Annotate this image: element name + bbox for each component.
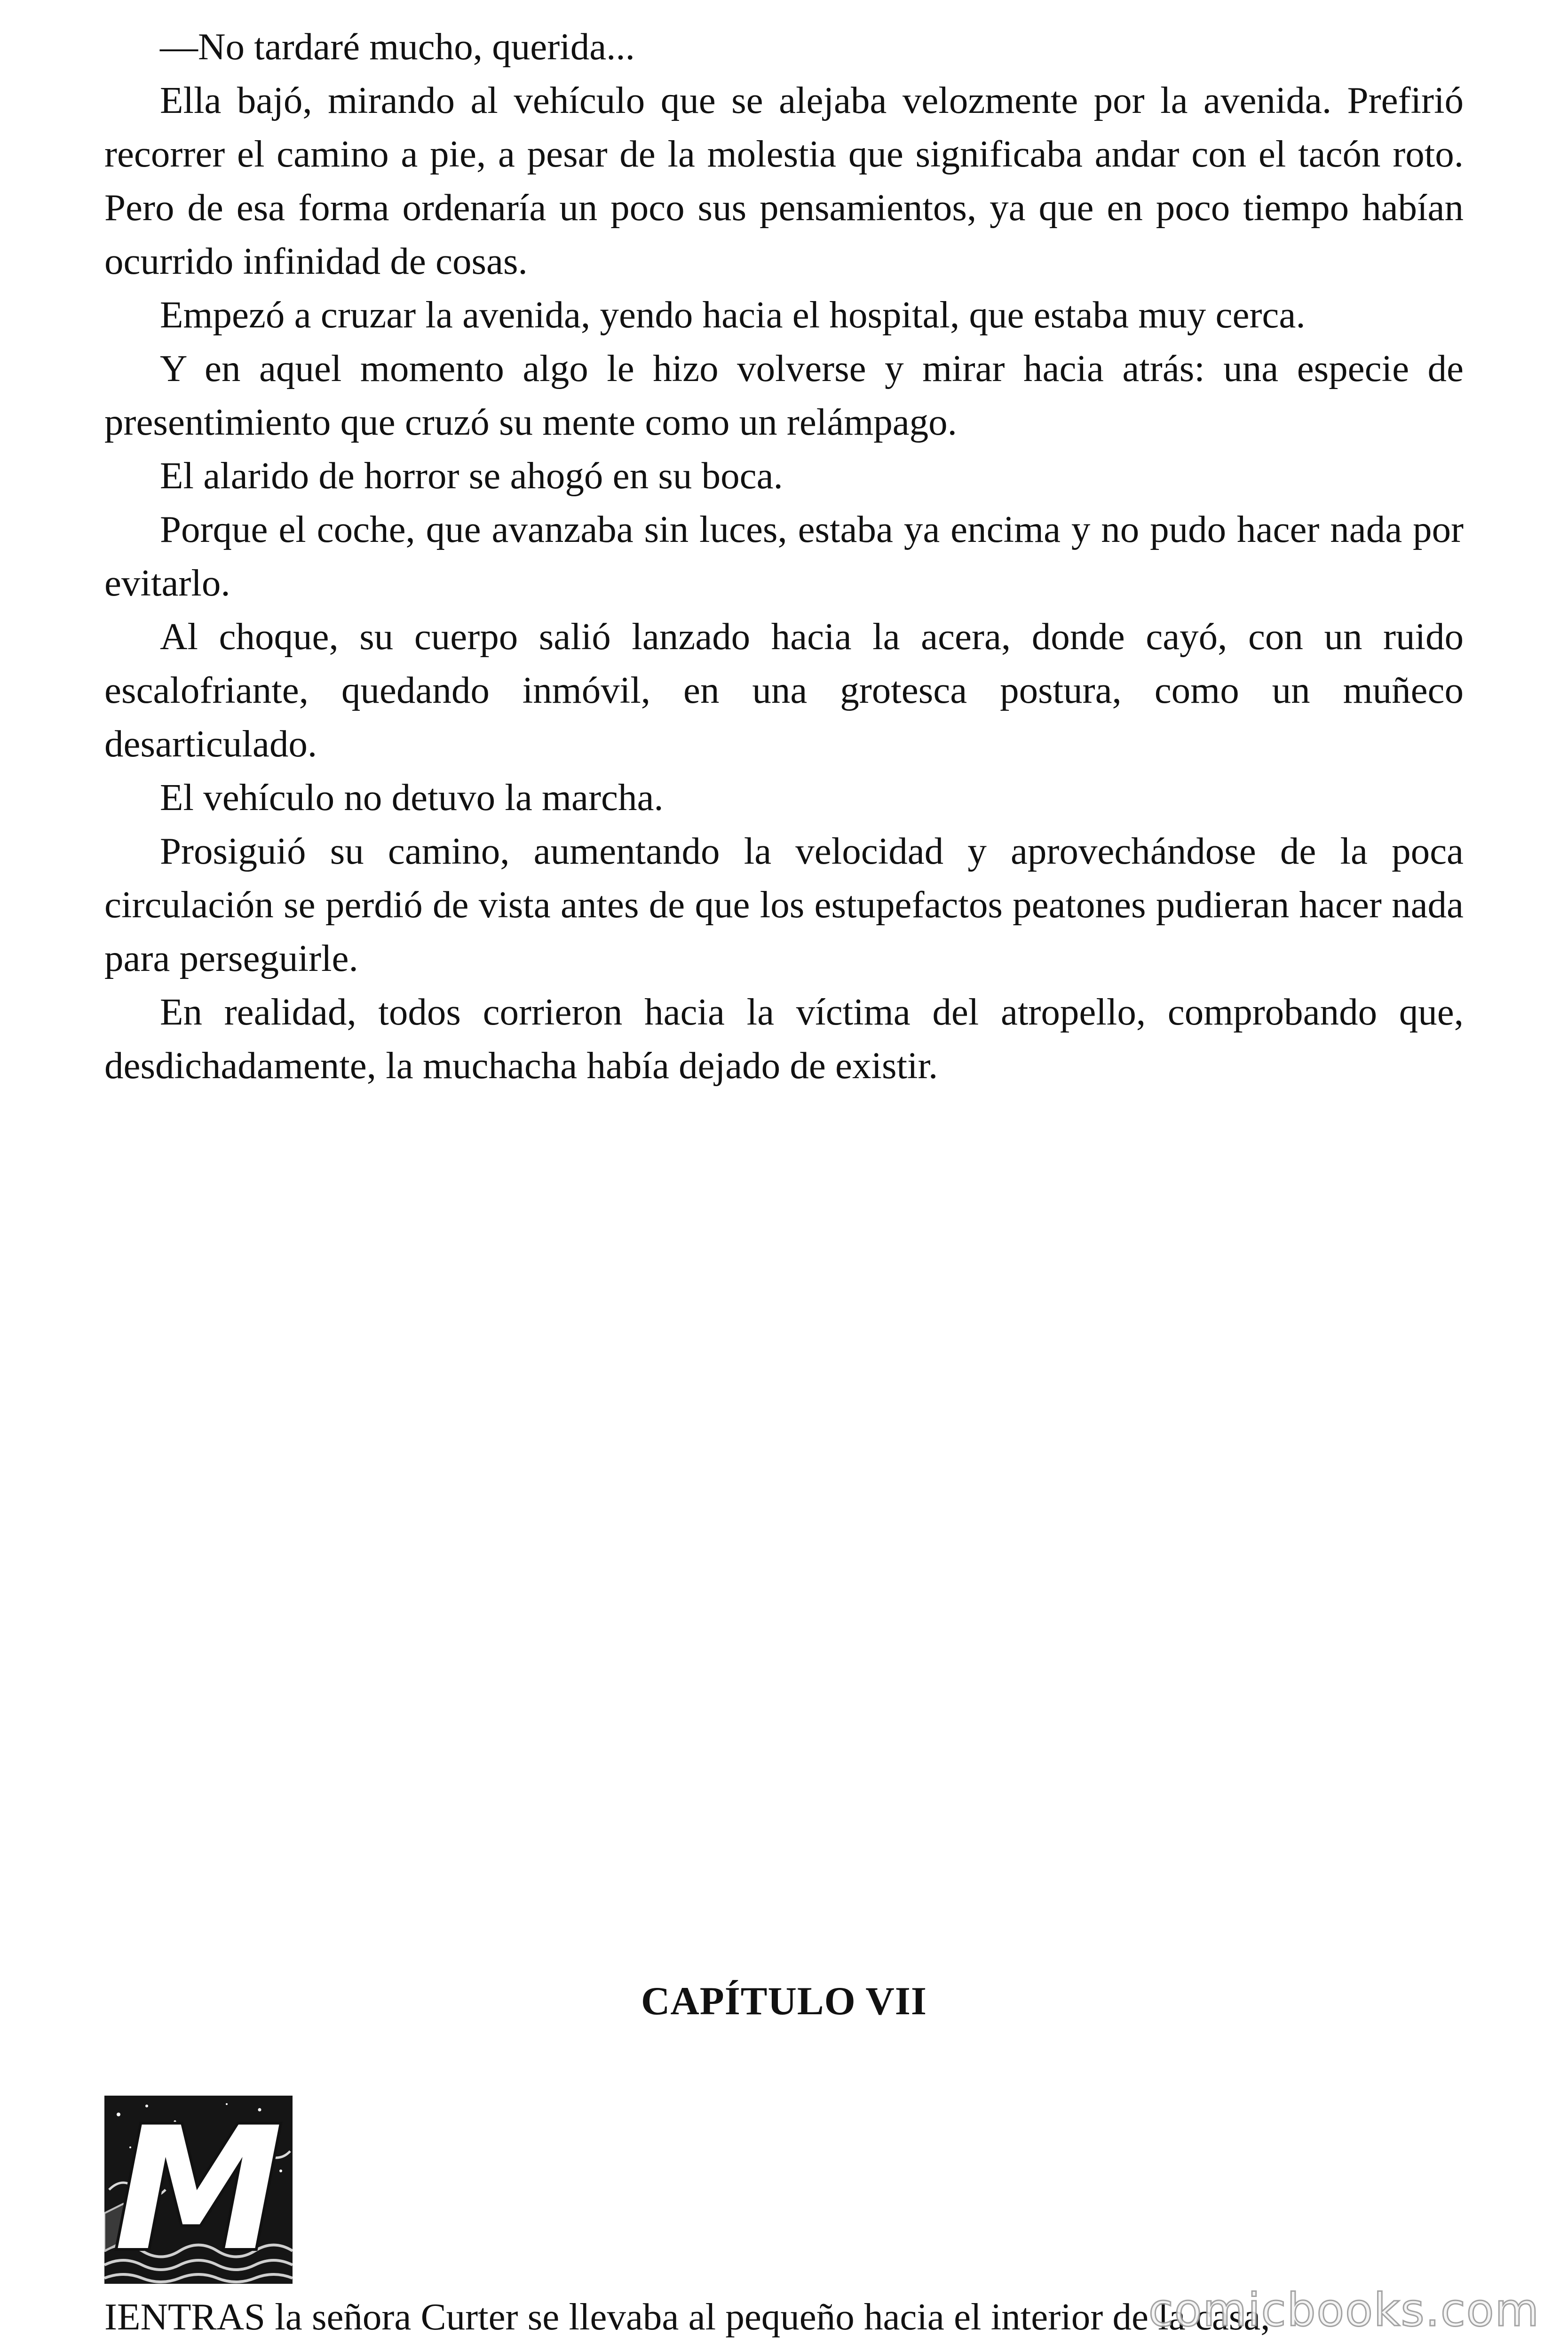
paragraph: —No tardaré mucho, querida... — [160, 25, 635, 68]
paragraph: Empezó a cruzar la avenida, yendo hacia el hospital, que estaba muy cerca. — [160, 294, 1306, 336]
chapter-title: CAPÍTULO VII — [641, 1979, 927, 2023]
paragraph: Prosiguió su camino, aumentando la velocidad y aprovechándose de la poca circulación se perdió de vista antes de que los estupefactos peatones pudieran hacer nada para perseguirle. — [104, 830, 1464, 979]
paragraph: Al choque, su cuerpo salió lanzado hacia la acera, donde cayó, con un ruido escalofriante, quedando inmóvil, en una grotesca postura, como un muñeco desarticulado. — [104, 615, 1464, 765]
paragraph: El alarido de horror se ahogó en su boca. — [160, 454, 783, 497]
paragraph: En realidad, todos corrieron hacia la víctima del atropello, comprobando que, desdichadamente, la muchacha había dejado de existir. — [104, 991, 1464, 1087]
chapter-first-line: IENTRAS la señora Curter se llevaba al pequeño hacia el interior de la casa, — [104, 2296, 1270, 2338]
drop-cap-letter: M — [114, 2096, 283, 2284]
watermark: comicbooks.com — [1148, 2284, 1540, 2336]
page-body — [104, 20, 1464, 1092]
paragraph: Porque el coche, que avanzaba sin luces, estaba ya encima y no pudo hacer nada por evitarlo. — [104, 508, 1464, 604]
paragraph: Y en aquel momento algo le hizo volverse y mirar hacia atrás: una especie de presentimiento que cruzó su mente como un relámpago. — [104, 347, 1464, 443]
drop-cap-illustration — [104, 2096, 293, 2284]
paragraph: Ella bajó, mirando al vehículo que se alejaba velozmente por la avenida. Prefirió recorrer el camino a pie, a pesar de la molestia que significaba andar con el tacón roto. Pero de esa forma ordenaría un poco sus pensamientos, ya que en poco tiempo habían ocurrido infinidad de cosas. — [104, 79, 1464, 282]
paragraph: El vehículo no detuvo la marcha. — [160, 776, 664, 818]
